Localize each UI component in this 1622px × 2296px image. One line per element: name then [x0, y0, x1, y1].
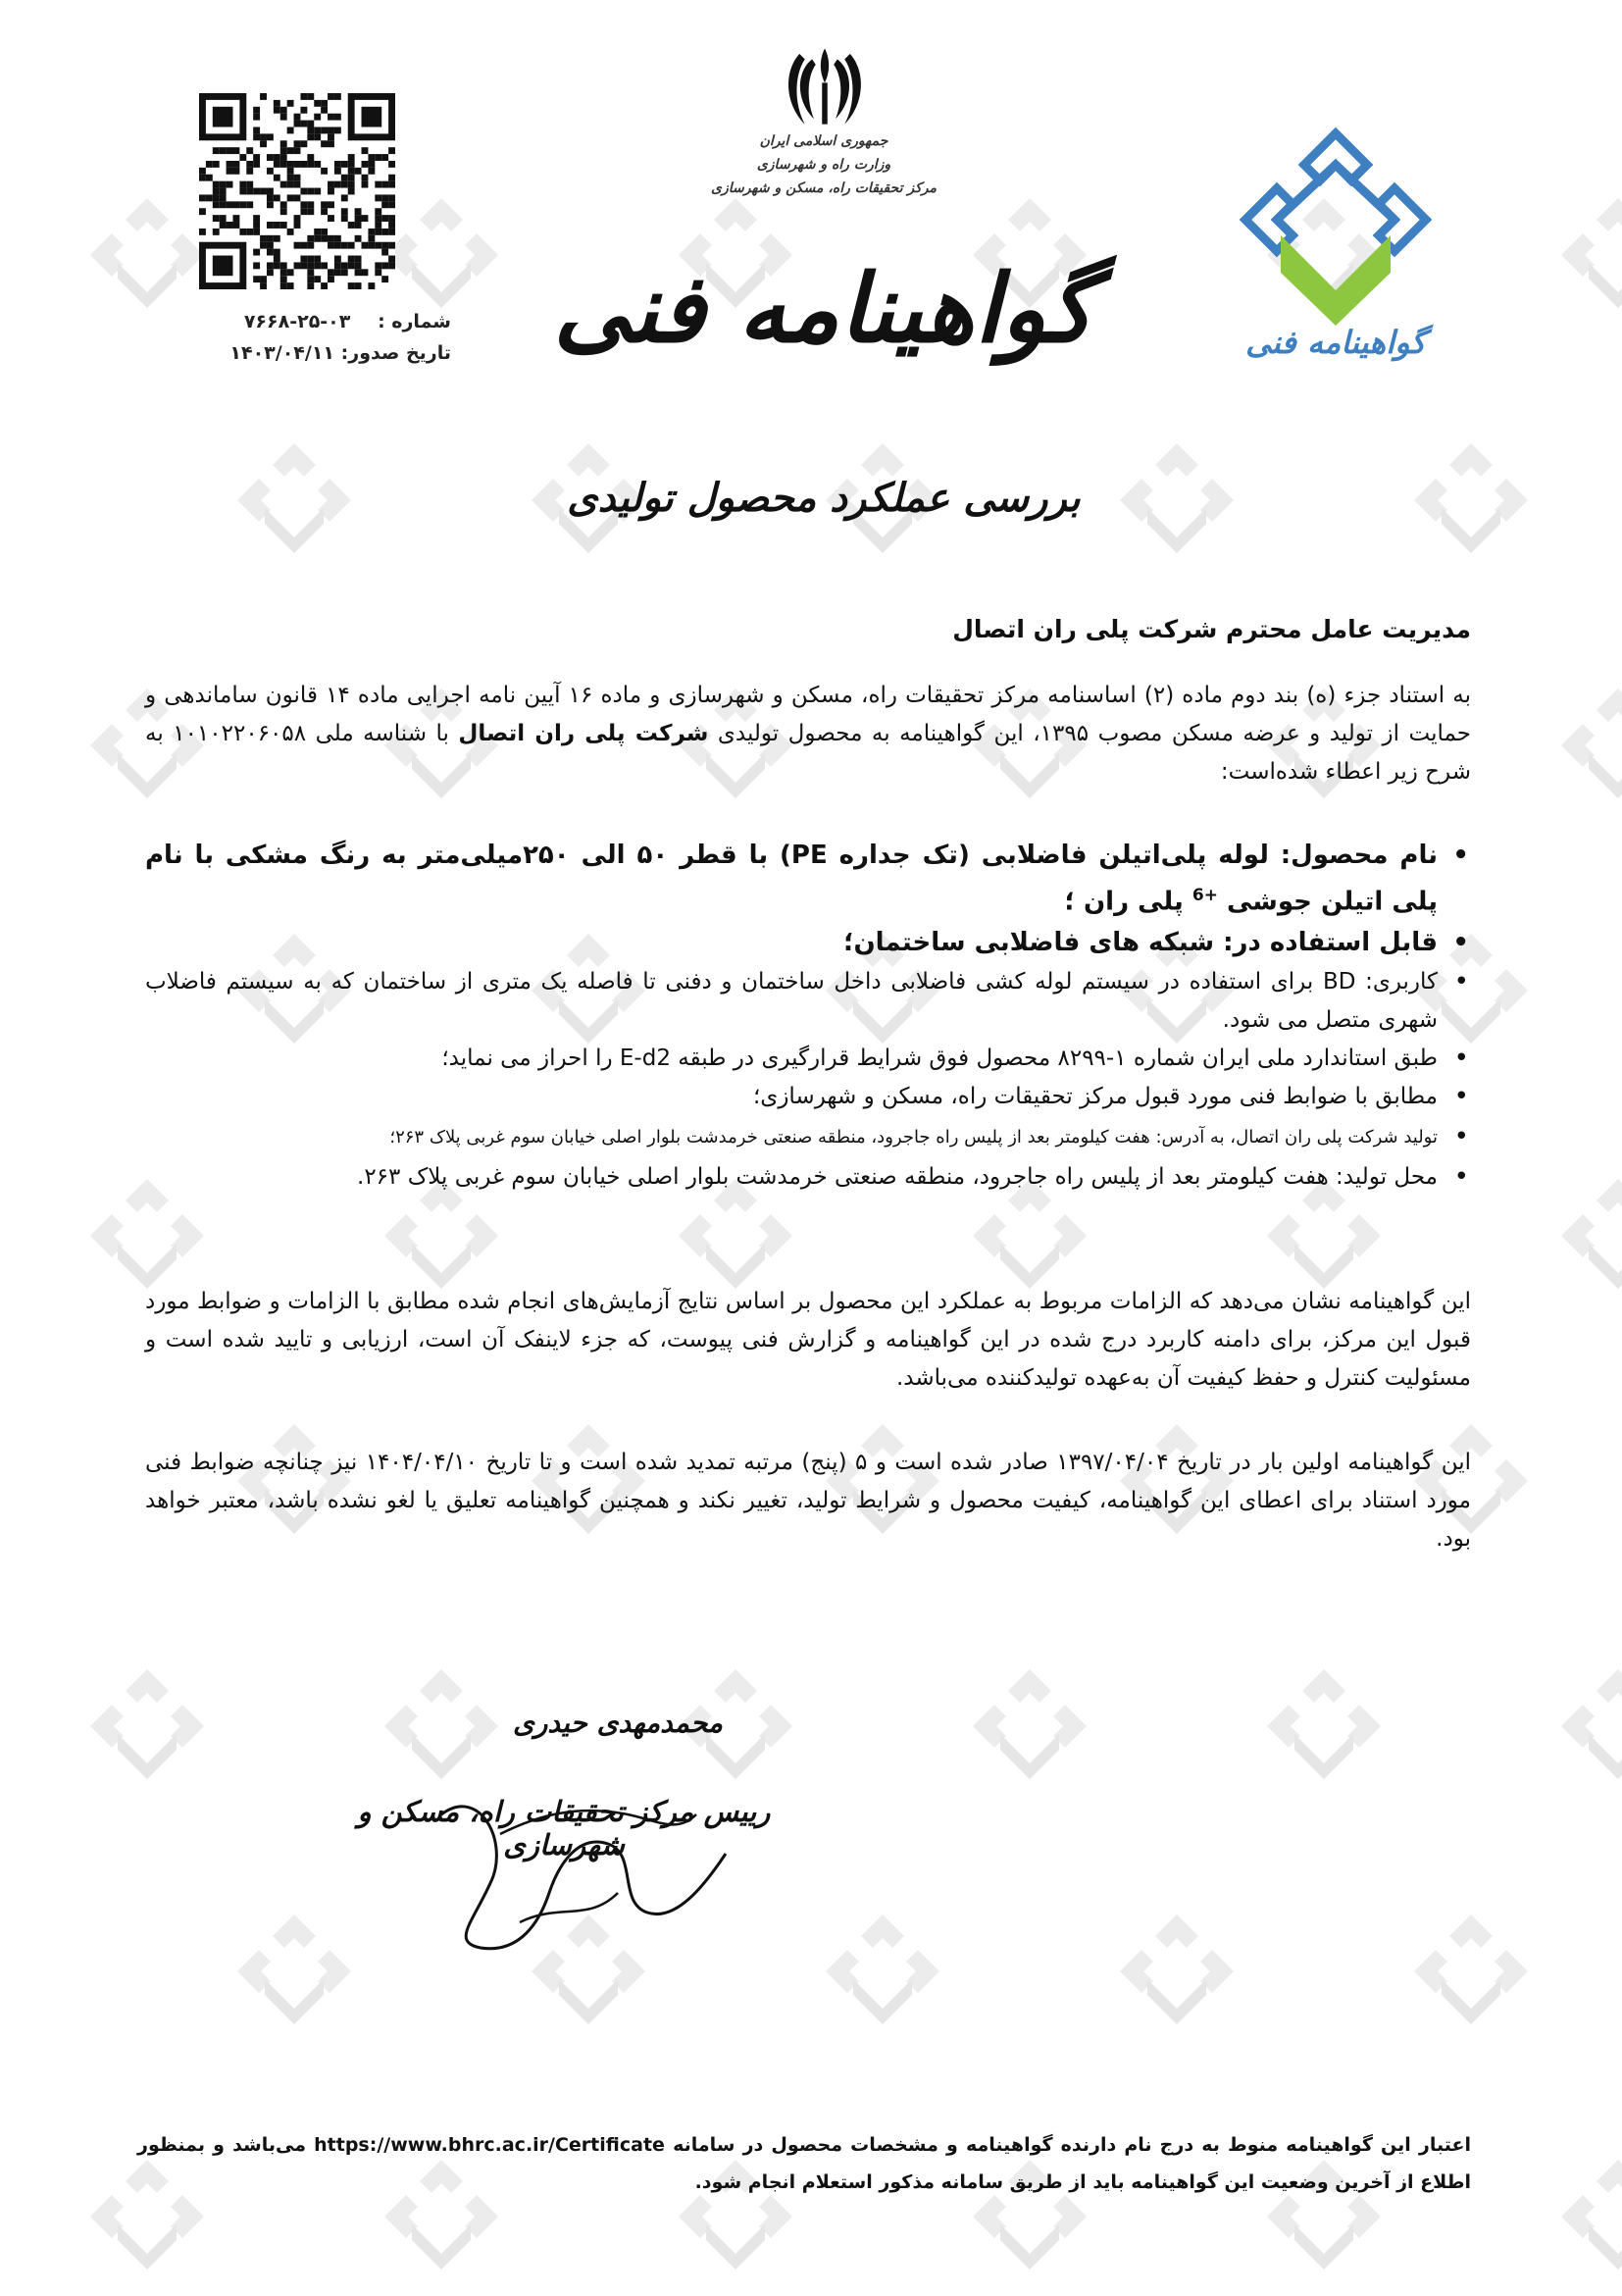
document-subtitle: بررسی عملکرد محصول تولیدی — [567, 475, 1081, 521]
watermark-tile — [1561, 1669, 1622, 1779]
gov-line-2: وزارت راه و شهرسازی — [756, 157, 891, 173]
list-item-application: • کاربری: BD برای استفاده در سیستم لوله کشی فاضلابی داخل ساختمان و دفنی تا فاصله یک متری از ساختمان که به سیستم فاضلاب شهری متصل می شود. — [145, 963, 1471, 1040]
iran-emblem-icon — [780, 41, 870, 131]
watermark-tile — [1120, 1914, 1234, 2024]
watermark-tile — [237, 443, 351, 553]
issue-date: ۱۴۰۳/۰۴/۱۱ — [229, 342, 335, 364]
watermark-tile — [826, 1914, 939, 2024]
watermark-tile — [1120, 443, 1234, 553]
watermark-tile — [384, 198, 498, 308]
issue-date-row — [177, 337, 451, 369]
watermark-tile — [1561, 689, 1622, 798]
gov-line-1: جمهوری اسلامی ایران — [759, 133, 888, 149]
watermark-tile — [90, 198, 204, 308]
addressee: مدیریت عامل محترم شرکت پلی ران اتصال — [952, 615, 1471, 643]
product-superscript: +6 — [1191, 886, 1218, 905]
watermark-tile — [90, 1669, 204, 1779]
logo-caption: گواهینامه فنی — [1245, 324, 1426, 361]
watermark-tile — [1414, 443, 1528, 553]
footer-note: اعتبار این گواهینامه منوط به درج نام دارنده گواهینامه و مشخصات محصول در سامانه https://www.bhrc.ac.ir/Certificate می‌باشد و بمنظور اطلاع از آخرین وضعیت این گواهینامه باید از طریق سامانه مذکور استعلام انجام شود. — [137, 2134, 1471, 2193]
signatory-name: محمدمهدی حیدری — [512, 1707, 724, 1739]
product-name-text: نام محصول: لوله پلی‌اتیلن فاضلابی (تک جداره PE) با قطر ۵۰ الی ۲۵۰میلی‌متر به رنگ مشکی با نام پلی اتیلن جوشی — [145, 841, 1438, 917]
watermark-tile — [1561, 198, 1622, 308]
list-item-compliance: • مطابق با ضوابط فنی مورد قبول مرکز تحقیقات راه، مسکن و شهرسازی؛ — [145, 1078, 1471, 1116]
list-item-production-site: • محل تولید: هفت کیلومتر بعد از پلیس راه جاجرود، منطقه صنعتی خرمدشت بلوار اصلی خیابان سوم غربی پلاک ۲۶۳. — [145, 1158, 1471, 1197]
issue-date-label: تاریخ صدور: — [340, 342, 451, 364]
ref-number-label: شماره : — [378, 311, 451, 332]
certificate-logo-icon — [1238, 126, 1434, 332]
watermark-tile — [1561, 1179, 1622, 1289]
validity-paragraph: این گواهینامه نشان می‌دهد که الزامات مربوط به عملکرد این محصول بر اساس نتایج آزمایش‌های انجام شده مطابق با الزامات و ضوابط مورد قبول این مرکز، برای دامنه کاربرد درج شده در این گواهینامه و گزارش فنی پیوست، که جزء لاینفک آن است، ارزیابی و تایید شده است و مسئولیت کنترل و حفظ کیفیت آن به‌عهده تولیدکننده می‌باشد. — [145, 1289, 1471, 1391]
watermark-tile — [973, 1669, 1087, 1779]
signatory-title: رییس مرکز تحقیقات راه، مسکن و شهرسازی — [357, 1795, 771, 1862]
intro-part-2: با شناسه ملی ۱۰۱۰۲۲۰۶۰۵۸ به شرح زیر اعطاء شده‌است: — [145, 721, 1471, 785]
intro-paragraph — [145, 677, 1471, 791]
product-name-suffix: پلی ران ؛ — [1064, 887, 1184, 917]
reference-block — [177, 306, 451, 369]
intro-part-1: به استناد جزء (ه) بند دوم ماده (۲) اساسنامه مرکز تحقیقات راه، مسکن و شهرسازی و ماده ۱۶ آیین نامه اجرایی ماده ۱۴ قانون ساماندهی و حمایت از تولید و عرضه مسکن مصوب ۱۳۹۵، این گواهینامه به محصول تولیدی — [145, 683, 1472, 746]
qr-code-icon — [199, 93, 395, 289]
certificate-items — [145, 836, 1471, 1197]
history-paragraph: این گواهینامه اولین بار در تاریخ ۱۳۹۷/۰۴/۰۴ صادر شده است و ۵ (پنج) مرتبه تمدید شده است و تا تاریخ ۱۴۰۴/۰۴/۱۰ نیز چنانچه ضوابط فنی مورد استناد برای اعطای این گواهینامه، کیفیت محصول و شرایط تولید، تغییر نکند و همچنین گواهینامه تعلیق یا لغو نشده باشد، معتبر خواهد بود. — [145, 1450, 1471, 1552]
intro-company: شرکت پلی ران اتصال — [458, 721, 709, 746]
document-title: گواهینامه فنی — [553, 253, 1094, 364]
list-item-product — [145, 836, 1471, 923]
ref-number: ۷۶۶۸-۲۵-۰۳ — [243, 311, 351, 332]
ministry-lines — [677, 129, 971, 200]
watermark-tile — [1414, 1914, 1528, 2024]
ref-number-row — [177, 306, 451, 337]
watermark-tile — [237, 1914, 351, 2024]
list-item-standard: • طبق استاندارد ملی ایران شماره ۱-۸۲۹۹ محصول فوق شرایط قرارگیری در طبقه E-d2 را احراز می نماید؛ — [145, 1040, 1471, 1078]
list-item-manufacturer: • تولید شرکت پلی ران اتصال، به آدرس: هفت کیلومتر بعد از پلیس راه جاجرود، منطقه صنعتی خرمدشت بلوار اصلی خیابان سوم غربی پلاک ۲۶۳؛ — [145, 1122, 1471, 1152]
list-item-usage: • قابل استفاده در: شبکه های فاضلابی ساختمان؛ — [145, 923, 1471, 963]
watermark-tile — [1267, 1669, 1381, 1779]
gov-line-3: مرکز تحقیقات راه، مسکن و شهرسازی — [710, 180, 937, 196]
watermark-tile — [1561, 2160, 1622, 2270]
